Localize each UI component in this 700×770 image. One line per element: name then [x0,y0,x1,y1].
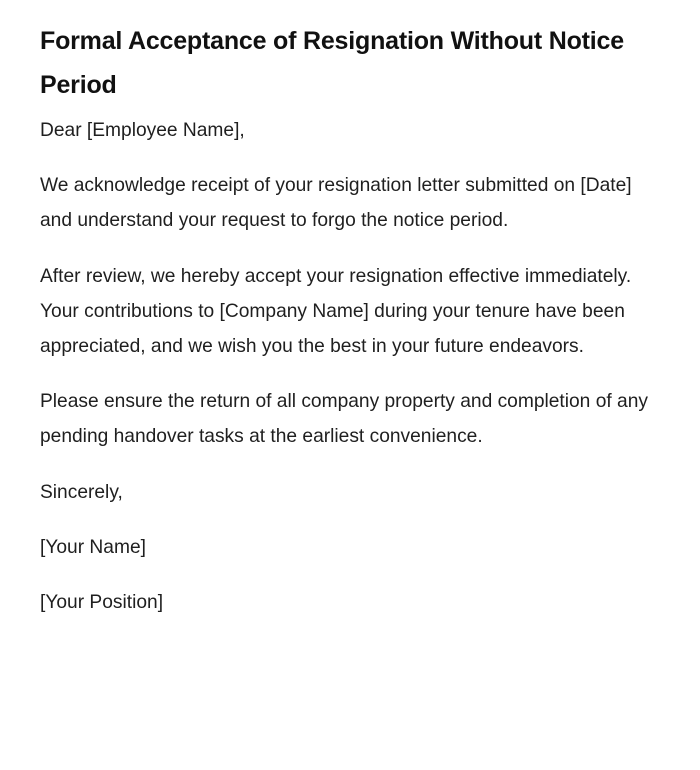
letter-closing: Sincerely, [40,481,123,503]
letter-greeting: Dear [Employee Name], [40,120,245,141]
letter-paragraph-acknowledgement: We acknowledge receipt of your resignation letter submitted on [Date] and understand your request to forgo the notice period. [40,175,632,232]
document-title: Formal Acceptance of Resignation Without Notice Period [40,27,624,99]
letter-paragraph-handover: Please ensure the return of all company property and completion of any pending handover tasks at the earliest convenience. [40,391,648,448]
signer-name: [Your Name] [40,536,146,558]
signer-position: [Your Position] [40,592,164,614]
letter-body [40,19,650,640]
letter-paragraph-acceptance: After review, we hereby accept your resignation effective immediately. Your contributions to [Company Name] during your tenure have been appreciated, and we wish you the best in your future endeavors. [40,265,632,358]
